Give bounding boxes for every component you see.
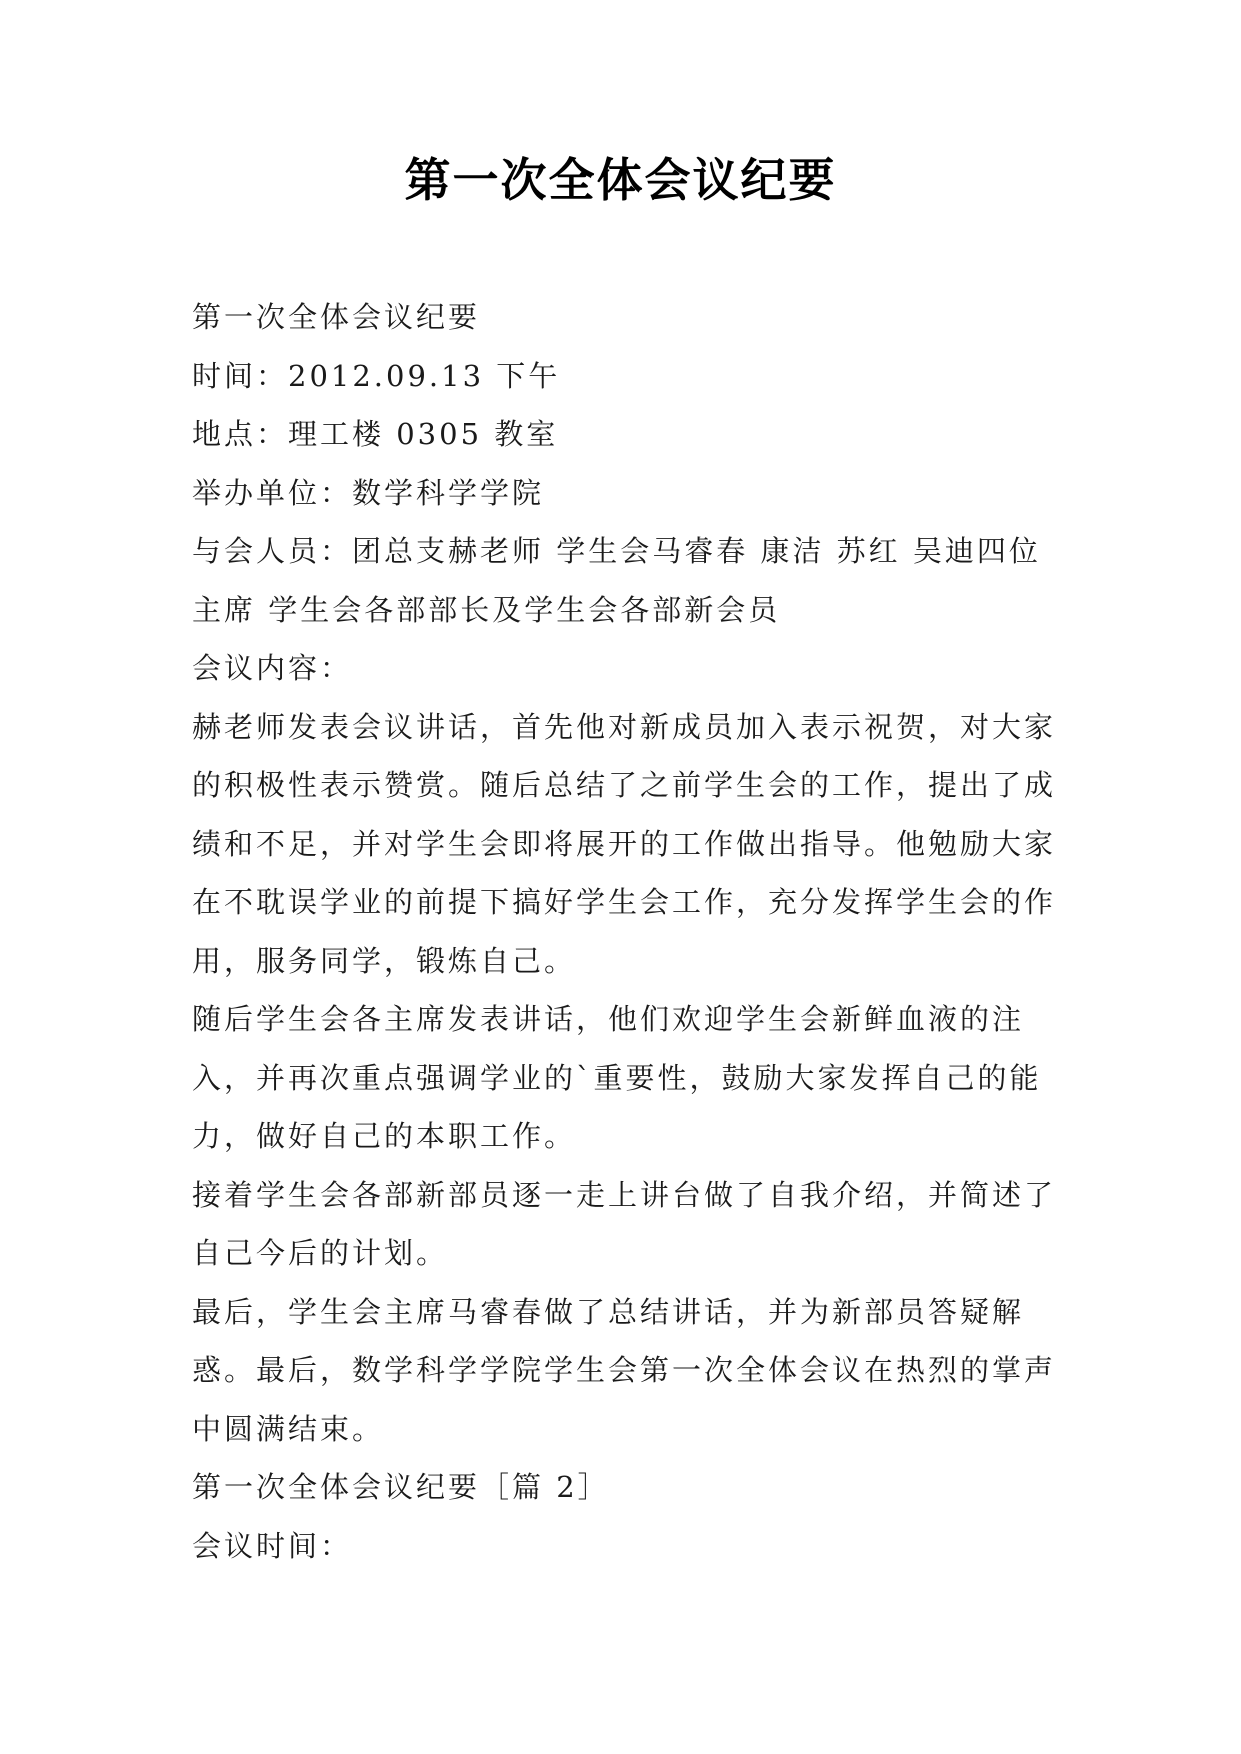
document-body xyxy=(192,288,1062,1575)
paragraph-conclusion: 最后，学生会主席马睿春做了总结讲话，并为新部员答疑解惑。最后，数学科学学院学生会第一次全体会议在热烈的掌声中圆满结束。 xyxy=(192,1294,1057,1446)
paragraph-location: 地点：理工楼 0305 教室 xyxy=(192,417,559,451)
paragraph-chairs-speech: 随后学生会各主席发表讲话，他们欢迎学生会新鲜血液的注入，并再次重点强调学业的`重要性，鼓励大家发挥自己的能力，做好自己的本职工作。 xyxy=(192,1002,1042,1153)
paragraph-section-2-heading: 第一次全体会议纪要［篇 2］ xyxy=(192,1470,610,1504)
paragraph-teacher-speech: 赫老师发表会议讲话，首先他对新成员加入表示祝贺，对大家的积极性表示赞赏。随后总结了之前学生会的工作，提出了成绩和不足，并对学生会即将展开的工作做出指导。他勉励大家在不耽误学业的前提下搞好学生会工作，充分发挥学生会的作用，服务同学，锻炼自己。 xyxy=(192,709,1057,978)
paragraph-heading: 第一次全体会议纪要 xyxy=(192,300,481,334)
paragraph-organizer: 举办单位：数学科学学院 xyxy=(192,475,545,510)
paragraph-time: 时间：2012.09.13 下午 xyxy=(192,358,561,393)
paragraph-attendees: 与会人员：团总支赫老师 学生会马睿春 康洁 苏红 吴迪四位主席 学生会各部部长及学生会各部新会员 xyxy=(192,534,1041,627)
document-title: 第一次全体会议纪要 xyxy=(404,153,837,207)
paragraph-meeting-time: 会议时间： xyxy=(192,1528,353,1563)
paragraph-introductions: 接着学生会各部新部员逐一走上讲台做了自我介绍，并简述了自己今后的计划。 xyxy=(192,1177,1057,1270)
paragraph-content-label: 会议内容： xyxy=(192,651,353,685)
